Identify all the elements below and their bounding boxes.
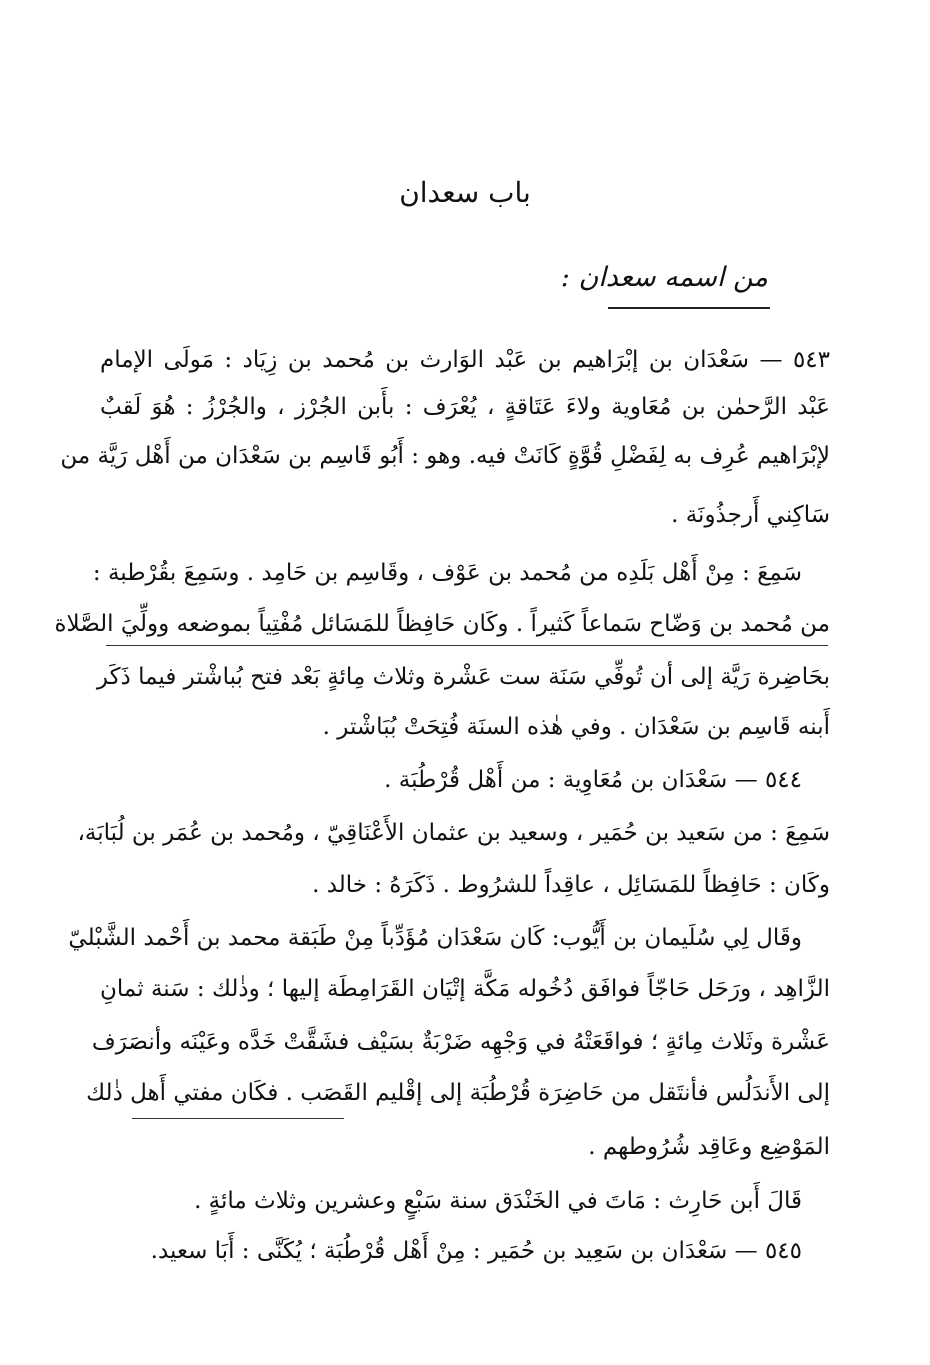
- text-line-9: ٥٤٤ — سَعْدَان بن مُعَاوِية : من أَهْل قُرْطُبَة .: [384, 767, 802, 793]
- text-line-17: قَالَ أَبن حَارِث : مَاتَ في الخَنْدَق سنة سَبْعٍ وعشرين وثلاث مائةٍ .: [194, 1188, 802, 1214]
- text-line-10: سَمِعَ : من سَعيد بن حُمَير ، وسعيد بن عثمان الأَعْنَاقِيّ ، ومُحمد بن عُمَر بن لُبَابَة،: [77, 820, 830, 846]
- margin-underline: [106, 645, 828, 646]
- text-line-3: لإبْرَاهيم عُرِف به لِفَضْلِ قُوَّةٍ كَانَتْ فيه. وهو : أَبُو قَاسِم بن سَعْدَان من أَهْل رَيَّة من: [60, 443, 830, 469]
- text-line-1: ٥٤٣ — سَعْدَان بن إبْرَاهيم بن عَبْد الوَارث بن مُحمد بن زِيَاد : مَولَى الإمام: [100, 347, 830, 373]
- text-line-11: وكَان : حَافِظاً للمَسَائِل ، عاقِداً للشرُوط . ذَكَرَهُ : خالد .: [312, 872, 830, 898]
- text-line-12: وقَال لِي سُلَيمان بن أَيُّوب: كَان سَعْدَان مُؤَدِّباً مِنْ طَبَقة محمد بن أَحْمد الشَّبْليّ: [68, 925, 802, 951]
- text-line-7: بحَاضِرة رَيَّة إلى أن تُوفِّي سَنَة ست عَشْرة وثلاث مِائةٍ بَعْد فتح بُباشْتر فيما ذَكَر: [96, 664, 830, 690]
- text-line-6: من مُحمد بن وَضّاح سَماعاً كَثيراً . وكَان حَافِظاً للمَسَائل مُفْتِياً بموضعه وولِّيَ الصَّلاة: [54, 611, 830, 637]
- inline-underline: [132, 1118, 344, 1119]
- handwritten-underline: [608, 307, 770, 309]
- text-line-2: عَبْد الرَّحمٰن بن مُعَاوية ولاءَ عَتَاقةٍ ، يُعْرَف : بأَبن الجُرْز ، والجُرْزُ : هُوَ لَقبٌ: [100, 394, 830, 420]
- text-line-13: الزَّاهِد ، ورَحَل حَاجّاً فوافَق دُخُوله مَكَّة إتْيَان القَرَامِطَة إليها ؛ وذٰلك : سَنة ثمانِ: [100, 976, 830, 1002]
- text-line-15: إلى الأَندَلُس فأنتَقل من حَاضِرَة قُرْطُبَة إلى إقْليم القَصَب . فكَان مفتي أَهل ذٰلك: [86, 1080, 830, 1106]
- text-line-4: سَاكِني أَرجذُونَة .: [671, 502, 830, 528]
- text-line-18: ٥٤٥ — سَعْدَان بن سَعِيد بن حُمَير : مِنْ أَهْل قُرْطُبَة ؛ يُكَنَّى : أَبَا سعيد.: [150, 1238, 802, 1264]
- text-line-5: سَمِعَ : مِنْ أَهْل بَلَدِه من مُحمد بن عَوْف ، وقَاسِم بن حَامِد . وسَمِعَ بقُرْطبة :: [92, 560, 802, 586]
- text-line-14: عَشْرة وثَلاث مِائةٍ ؛ فواقَعَتْهُ في وَجْهِه ضَرْبَةٌ بسَيْف فشَقَّتْ خَدَّه وعَيْنَه وأنصَرَف: [91, 1029, 830, 1055]
- text-line-8: أَبنه قَاسِم بن سَعْدَان . وفي هٰذه السنَة فُتِحَتْ بُبَاشْتر .: [322, 714, 830, 740]
- page-title: باب سعدان: [399, 176, 531, 209]
- handwritten-note: من اسمه سعدان :: [560, 262, 768, 293]
- text-line-16: المَوْضِع وعَاقِد شُرُوطهم .: [588, 1134, 830, 1160]
